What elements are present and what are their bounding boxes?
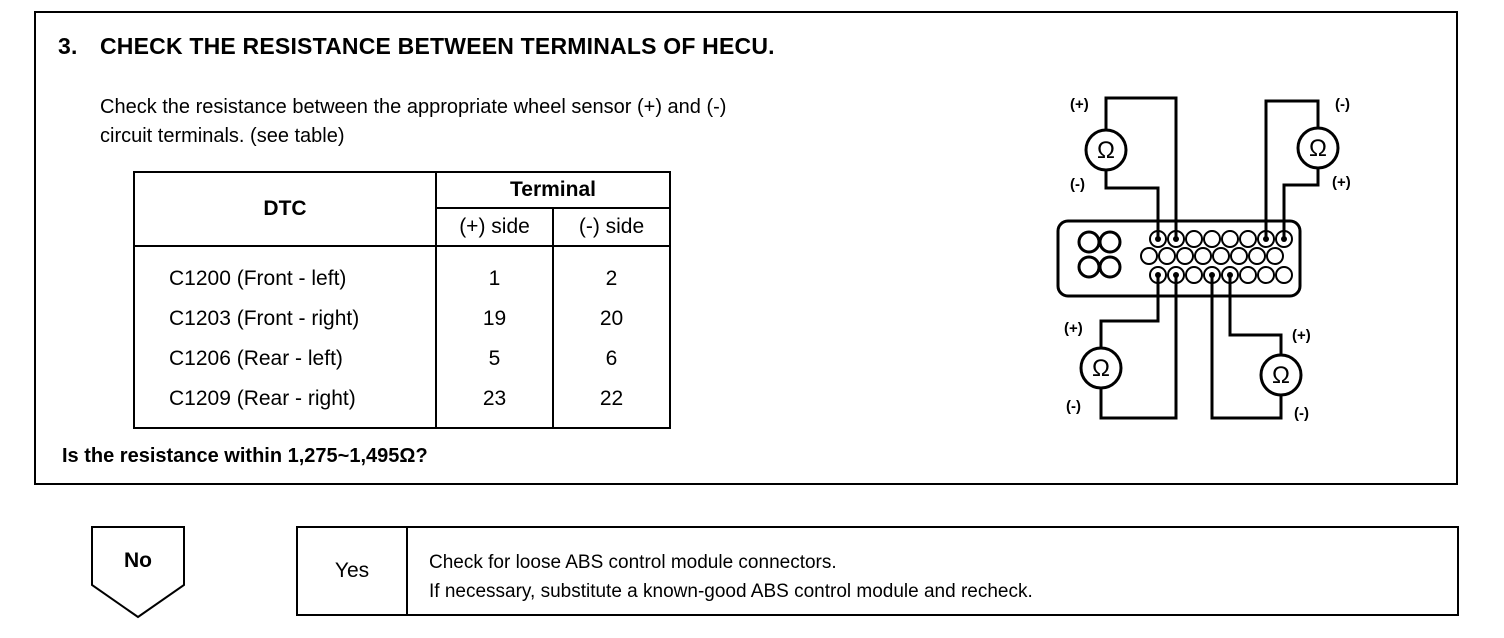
dtc-code: C1206 (Rear - left) bbox=[169, 347, 343, 370]
connector-pins bbox=[1141, 231, 1292, 283]
instruction-text bbox=[100, 93, 726, 151]
plus-terminal: 23 bbox=[482, 387, 507, 410]
plus-column bbox=[436, 246, 553, 428]
dtc-column bbox=[134, 246, 436, 428]
header-plus-side: (+) side bbox=[436, 208, 553, 246]
yes-line-2: If necessary, substitute a known-good ABS control module and recheck. bbox=[429, 581, 1033, 602]
ohm-symbol: Ω bbox=[1092, 355, 1110, 382]
polarity-label: (+) bbox=[1332, 174, 1351, 191]
step-title: CHECK THE RESISTANCE BETWEEN TERMINALS OF HECU. bbox=[100, 33, 775, 59]
polarity-label: (+) bbox=[1064, 320, 1083, 337]
instruction-line-1: Check the resistance between the appropriate wheel sensor (+) and (-) bbox=[100, 96, 727, 118]
dtc-code: C1200 (Front - left) bbox=[169, 267, 347, 290]
dtc-code: C1209 (Rear - right) bbox=[169, 387, 356, 410]
check-panel bbox=[34, 11, 1458, 485]
minus-column bbox=[553, 246, 670, 428]
header-dtc: DTC bbox=[134, 172, 436, 246]
ohm-symbol: Ω bbox=[1309, 135, 1327, 162]
terminal-table bbox=[133, 171, 671, 429]
polarity-label: (-) bbox=[1294, 405, 1309, 422]
minus-terminal: 22 bbox=[599, 387, 624, 410]
plus-terminal: 19 bbox=[482, 307, 507, 330]
plus-terminal: 5 bbox=[488, 347, 501, 370]
yes-branch bbox=[296, 526, 1459, 616]
step-heading bbox=[58, 33, 775, 60]
no-label: No bbox=[124, 549, 152, 572]
polarity-label: (-) bbox=[1335, 96, 1350, 113]
plus-terminal: 1 bbox=[488, 267, 501, 290]
dtc-code: C1203 (Front - right) bbox=[169, 307, 360, 330]
ohm-symbol: Ω bbox=[1272, 362, 1290, 389]
yes-label: Yes bbox=[298, 528, 408, 614]
minus-terminal: 6 bbox=[605, 347, 618, 370]
yes-instructions bbox=[429, 548, 1033, 606]
connector-diagram bbox=[1026, 73, 1386, 433]
yes-line-1: Check for loose ABS control module connectors. bbox=[429, 552, 837, 573]
header-terminal: Terminal bbox=[436, 172, 670, 208]
instruction-line-2: circuit terminals. (see table) bbox=[100, 125, 345, 147]
polarity-label: (-) bbox=[1066, 398, 1081, 415]
polarity-label: (+) bbox=[1070, 96, 1089, 113]
header-minus-side: (-) side bbox=[553, 208, 670, 246]
no-branch bbox=[90, 525, 186, 620]
polarity-label: (+) bbox=[1292, 327, 1311, 344]
ohm-symbol: Ω bbox=[1097, 137, 1115, 164]
step-number: 3. bbox=[58, 33, 78, 59]
polarity-label: (-) bbox=[1070, 176, 1085, 193]
minus-terminal: 20 bbox=[599, 307, 624, 330]
resistance-question: Is the resistance within 1,275~1,495Ω? bbox=[62, 445, 428, 467]
minus-terminal: 2 bbox=[605, 267, 618, 290]
